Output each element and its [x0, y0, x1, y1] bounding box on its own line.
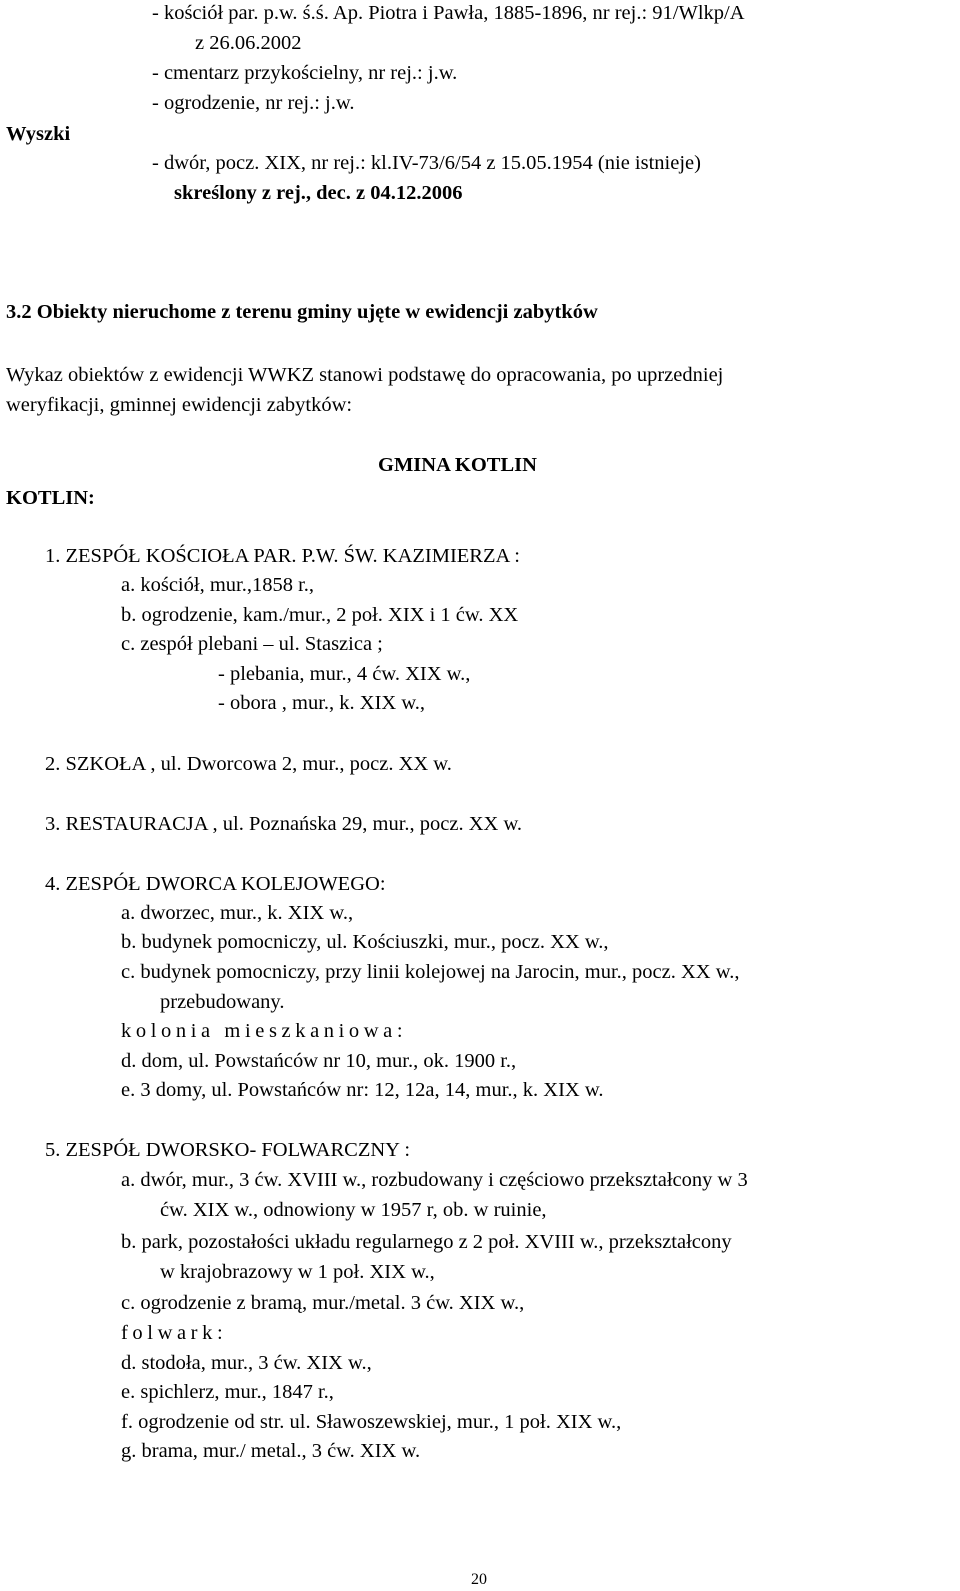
- entry-line: - cmentarz przykościelny, nr rej.: j.w.: [152, 62, 458, 84]
- list-item: f. ogrodzenie od str. ul. Sławoszewskiej, mur., 1 poł. XIX w.,: [121, 1411, 622, 1433]
- list-item-continuation: przebudowany.: [160, 991, 285, 1013]
- subheading-folwark: folwark:: [121, 1322, 228, 1344]
- list-item: d. stodoła, mur., 3 ćw. XIX w.,: [121, 1352, 372, 1374]
- entry-line: z 26.06.2002: [195, 32, 302, 54]
- list-item-continuation: ćw. XIX w., odnowiony w 1957 r, ob. w ruinie,: [160, 1199, 547, 1221]
- entry-line: - dwór, pocz. XIX, nr rej.: kl.IV-73/6/54 z 15.05.1954 (nie istnieje): [152, 152, 701, 174]
- list-item: 2. SZKOŁA , ul. Dworcowa 2, mur., pocz. XX w.: [45, 753, 452, 775]
- list-item: c. budynek pomocniczy, przy linii kolejowej na Jarocin, mur., pocz. XX w.,: [121, 961, 740, 983]
- entry-line: - kościół par. p.w. ś.ś. Ap. Piotra i Pawła, 1885-1896, nr rej.: 91/Wlkp/A: [152, 2, 745, 24]
- place-label-kotlin: KOTLIN:: [6, 487, 95, 509]
- list-item: c. ogrodzenie z bramą, mur./metal. 3 ćw. XIX w.,: [121, 1292, 525, 1314]
- place-label-wyszki: Wyszki: [6, 123, 71, 145]
- section-heading: 3.2 Obiekty nieruchome z terenu gminy ujęte w ewidencji zabytków: [6, 301, 598, 323]
- list-item: e. 3 domy, ul. Powstańców nr: 12, 12a, 14, mur., k. XIX w.: [121, 1079, 604, 1101]
- gmina-title: GMINA KOTLIN: [378, 454, 537, 476]
- list-item: 4. ZESPÓŁ DWORCA KOLEJOWEGO:: [45, 873, 386, 895]
- entry-line-struck-note: skreślony z rej., dec. z 04.12.2006: [174, 182, 463, 204]
- entry-line: - ogrodzenie, nr rej.: j.w.: [152, 92, 355, 114]
- list-item: b. ogrodzenie, kam./mur., 2 poł. XIX i 1 ćw. XX: [121, 604, 519, 626]
- list-item: - plebania, mur., 4 ćw. XIX w.,: [218, 663, 471, 685]
- list-item: e. spichlerz, mur., 1847 r.,: [121, 1381, 334, 1403]
- list-item: 5. ZESPÓŁ DWORSKO- FOLWARCZNY :: [45, 1139, 411, 1161]
- list-item: a. kościół, mur.,1858 r.,: [121, 574, 315, 596]
- subheading-kolonia: kolonia mieszkaniowa:: [121, 1020, 408, 1042]
- list-item: a. dworzec, mur., k. XIX w.,: [121, 902, 354, 924]
- list-item: a. dwór, mur., 3 ćw. XVIII w., rozbudowany i częściowo przekształcony w 3: [121, 1169, 748, 1191]
- list-item: g. brama, mur./ metal., 3 ćw. XIX w.: [121, 1440, 421, 1462]
- list-item: 1. ZESPÓŁ KOŚCIOŁA PAR. P.W. ŚW. KAZIMIERZA :: [45, 545, 520, 567]
- page-number: 20: [471, 1571, 487, 1588]
- list-item: b. park, pozostałości układu regularnego z 2 poł. XVIII w., przekształcony: [121, 1231, 732, 1253]
- intro-paragraph: weryfikacji, gminnej ewidencji zabytków:: [6, 394, 353, 416]
- list-item-continuation: w krajobrazowy w 1 poł. XIX w.,: [160, 1261, 435, 1283]
- list-item: 3. RESTAURACJA , ul. Poznańska 29, mur., pocz. XX w.: [45, 813, 523, 835]
- intro-paragraph: Wykaz obiektów z ewidencji WWKZ stanowi podstawę do opracowania, po uprzedniej: [6, 364, 724, 386]
- list-item: b. budynek pomocniczy, ul. Kościuszki, mur., pocz. XX w.,: [121, 931, 609, 953]
- list-item: - obora , mur., k. XIX w.,: [218, 692, 426, 714]
- list-item: c. zespół plebani – ul. Staszica ;: [121, 633, 383, 655]
- list-item: d. dom, ul. Powstańców nr 10, mur., ok. 1900 r.,: [121, 1050, 517, 1072]
